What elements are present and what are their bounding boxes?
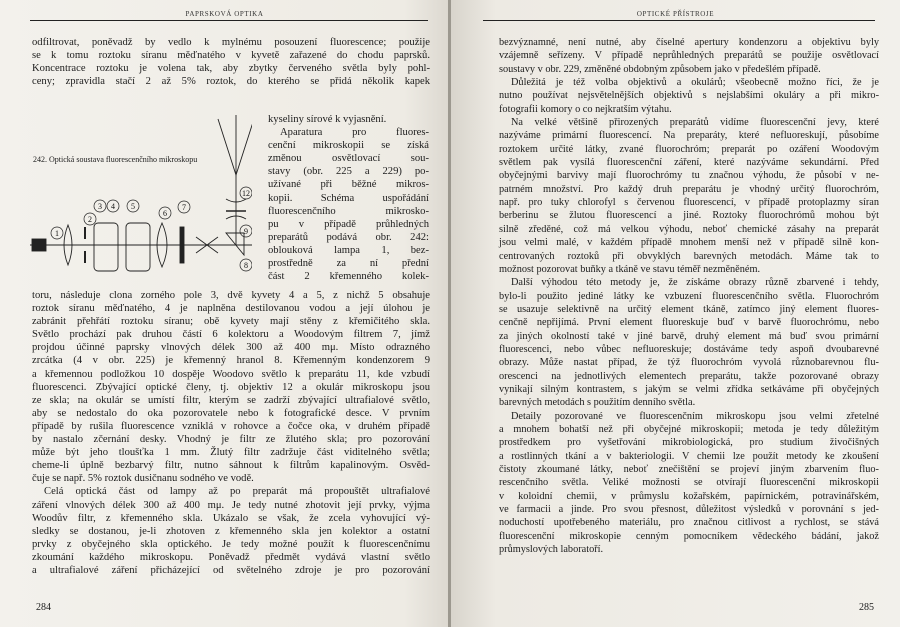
text-line: užívané při běžné mikros-	[268, 179, 429, 191]
text-line: projdou účinné paprsky vlnových délek 300 až 400 mμ. Místo odrazného	[32, 342, 430, 354]
text-line: čuje se např. 5% roztok dusičnanu sodného ve vodě.	[32, 473, 254, 485]
text-line: Detaily pozorované ve fluorescenčním mikroskopu jsou velmi zřetelné	[511, 410, 879, 422]
left-page-number: 284	[36, 602, 51, 613]
text-line: se k tomu roztoku síranu měďnatého v kyvetě zařazené do chodu paprsků.	[32, 50, 430, 62]
light-cone-top	[218, 119, 252, 175]
prism-shape	[226, 233, 244, 255]
text-line: záření vlnových délek 300 až 400 mμ. Je tedy nutné zhotovit její prvky, výjma	[32, 499, 430, 511]
text-line: nazýváme primární fluorescencí. Na preparáty, které nefluoreskují, působíme	[499, 130, 879, 142]
cuvette-5-shape	[126, 223, 150, 271]
svg-text:8: 8	[244, 261, 248, 270]
text-line: ze skla; na okulár se umístí filtr, kterým se zadrží zbývající ultrafialové světlo,	[32, 394, 430, 406]
text-line: a křemennou podložkou 10 dospěje Woodovo světlo k preparátu 11, kde vzbudí	[32, 368, 430, 380]
right-running-head: OPTICKÉ PŘÍSTROJE	[636, 10, 715, 18]
text-line: zabránit přehřátí roztoku síranu; obě kyvety mají stěny z křemičitého skla.	[32, 316, 430, 328]
svg-text:4: 4	[111, 202, 115, 211]
text-line: ceny; zpravidla stačí 2 až 5% roztok, do kterého se přidá několik kapek	[32, 76, 430, 88]
text-line: a ultrafialové záření přicházející od světelného zdroje je pro pozorování	[32, 564, 430, 576]
right-body-text	[499, 36, 879, 556]
text-line: a rostlinných tkání a v bakteriologii. V chemii lze použít metody ke zkoušení	[499, 450, 879, 462]
svg-text:5: 5	[131, 202, 135, 211]
text-line: zrcátka (4 v obr. 225) je křemenný hranol 8. Křemenným kondenzorem 9	[32, 355, 430, 367]
text-line: Na velké většině přirozených preparátů vidíme fluorescenční jevy, které	[511, 117, 879, 129]
text-line: cenční mikroskopii se získá	[268, 140, 429, 152]
text-line: může být jeho tloušťka 1 mm. Žlutý filtr zadržuje část viditelného světla;	[32, 447, 430, 459]
text-line: a mnohem bohatší než při obyčejné mikroskopii; metoda je tedy důležitým	[499, 423, 879, 435]
text-line: ve farmacii a jinde. Pro svou přesnost, důležitost výsledků v porovnání s jed-	[499, 504, 879, 516]
text-line: stavy (obr. 225 a 229) po-	[268, 166, 429, 178]
text-line: obrazy. Může nastat případ, že týž fluorochróm vyvolá různobarevnou flu-	[499, 357, 879, 369]
text-line: orescenci na jednotlivých elementech preparátu, takže pozorované obrazy	[499, 370, 879, 382]
text-line: nutno používat nejsvětelnějších objektivů s nejslabšími okuláry a při mikro-	[499, 90, 879, 102]
svg-text:9: 9	[244, 227, 248, 236]
text-line: Další výhodou této metody je, že získáme obrazy různě zbarvené i tehdy,	[511, 277, 879, 289]
text-line: možnost pozorovat buňky a tkáně ve stavu téměř nezměněném.	[499, 263, 761, 275]
text-line: za jiných okolností také v jiné barvě, druhý element má buď svou primární	[499, 330, 879, 342]
text-line: část 2 křemenného kolek-	[268, 271, 429, 283]
text-line: roztokem určité látky, zvané fluorochróm; preparát po ozáření Woodovým	[499, 143, 879, 155]
left-head-rule	[30, 20, 428, 21]
figure-label-7	[178, 201, 190, 213]
text-line: Koncentrace roztoku je volena tak, aby zbytky červeného světla byly pohl-	[32, 63, 430, 75]
text-line: fluorescenci, nebo vůbec nefluoreskuje; dostáváme tedy aspoň dvoubarevné	[499, 343, 879, 355]
text-line: případě by rušila fluorescence vzniklá v rohovce a čočce oka, v druhém případě	[32, 420, 430, 432]
svg-text:7: 7	[182, 203, 186, 212]
text-line: preparátů podává obr. 242:	[268, 231, 429, 243]
arc-lamp-shape	[32, 239, 46, 251]
text-line: cheme-li úplně bezbarvý filtr, nutno sáhnout k filtrům kapalinovým. Osvěd-	[32, 460, 430, 472]
text-line: toru, následuje clona zorného pole 3, dvě kyvety 4 a 5, z nichž 5 obsahuje	[32, 290, 430, 301]
text-line: Woodův filtr, z křemenného skla. Ukázalo se však, že zcela vyhovující vý-	[32, 512, 430, 524]
left-running-head: PAPRSKOVÁ OPTIKA	[185, 10, 264, 18]
svg-text:6: 6	[163, 209, 167, 218]
figure-label-3	[94, 200, 106, 212]
text-line: jsou velmi malé, v každém případě mnohem menší než v případě silně kon-	[499, 237, 879, 249]
text-line: bylo-li použito jediné látky ke vzbuzení fluorescenčního světla. Fluorochróm	[499, 290, 879, 302]
text-line: Aparatura pro fluores-	[280, 127, 429, 139]
right-page	[451, 0, 900, 627]
text-line: silně zředěné, což má velkou výhodu, neboť chemické zásahy na preparát	[499, 223, 879, 235]
text-line: vynikají silným kontrastem, s jakým se velmi zřídka setkáváme při obyčejných	[499, 383, 879, 395]
text-line: průmyslových laboratoří.	[499, 544, 604, 556]
figure-label-6	[159, 207, 171, 219]
text-line: obyčejnými barvivy mají fluorochrómy tu značnou výhodu, že působí v ne-	[499, 170, 879, 182]
text-line: zkoumání každého mikroskopu. Poněvadž předmět vydává vlastní světlo	[32, 551, 430, 563]
text-line: fluorescenční mikroskopie cenným pomocníkem vědeckého bádání, jakož	[499, 530, 879, 542]
svg-text:1: 1	[55, 229, 59, 238]
text-line: patrném množství. Pro každý druh preparátu je vhodný určitý fluorochróm,	[499, 183, 879, 195]
text-line: v koloidní chemii, v průmyslu kožařském, papírnickém, potravinářském,	[499, 490, 879, 502]
left-body-text	[32, 289, 430, 577]
text-line: Celá optická část od lampy až po preparát má propouštět ultrafialové	[44, 486, 430, 498]
text-line: fluorescenčního mikrosko-	[268, 205, 429, 217]
text-line: pu v případě průhledných	[268, 218, 429, 230]
figure-label-8	[240, 259, 252, 271]
left-top-text	[32, 36, 430, 88]
text-line: oblouková lampa 1, bez-	[268, 244, 429, 256]
figure-label-9	[240, 225, 252, 237]
text-line: fotografii komory o co nejkratším výtahu.	[499, 103, 672, 115]
text-line: berberinu se žlutou fluorescencí a jiné. Roztoky fluorochrómů mohou být	[499, 210, 879, 222]
text-line: Důležitá je též volba objektivů a okulárů; všeobecně možno říci, že je	[511, 77, 879, 89]
text-line: bezvýznamné, není nutné, aby číselné apertury kondenzoru a objektivu byly	[499, 37, 879, 48]
text-line: se usazuje selektivně na určitý element tkáně, zatímco jiný element fluores-	[499, 303, 879, 315]
text-line: vzájemně seřízeny. V případě neprůhledných preparátů se použije osvětlovací	[499, 50, 879, 62]
right-page-number: 285	[859, 602, 874, 613]
svg-text:2: 2	[88, 215, 92, 224]
figure-label-4	[107, 200, 119, 212]
figure-label-12	[240, 187, 252, 199]
right-head-rule	[483, 20, 875, 21]
text-line: kopii. Schéma uspořádání	[268, 192, 429, 204]
text-line: roztok síranu měďnatého, 4 je naplněna destilovanou vodou a její úlohou je	[32, 303, 430, 315]
text-line: sledky se dostanou, je-li zhotoven z křemenného skla jen kolektor a ostatní	[32, 525, 430, 537]
left-wrap-text	[268, 113, 429, 283]
text-line: aby se nedostalo do oka pozorovatele nebo k fotografické desce. V prvním	[32, 407, 430, 419]
text-line: čistoty zkoumané látky, neboť znečištění se projeví jiným zbarvením fluo-	[499, 464, 879, 475]
text-line: světlem pak vysílá fluorescenční záření, které nazýváme sekundární. Před	[499, 157, 879, 169]
text-line: centrovaných roztoků při obvyklých barevných metodách. Máme tak to	[499, 250, 879, 262]
wood-filter-shape	[180, 227, 184, 263]
figure-caption: 242. Optická soustava fluorescenčního mikroskopu	[33, 155, 198, 164]
text-line: kyseliny sírové k vyjasnění.	[268, 114, 387, 125]
text-line: soustavy v obr. 229, změněné obdobným způsobem jako v předešlém případě.	[499, 63, 821, 75]
figure-label-5	[127, 200, 139, 212]
text-line: fluorescenci. Zbývající optické členy, tj. objektiv 12 a okulár mikroskopu jsou	[32, 381, 430, 393]
text-line: by nastalo zčernání desky. Vhodný je filtr ze žlutého skla; pro pozorování	[32, 434, 430, 446]
text-line: cenčně nepřijímá. První element fluoreskuje buď v barvě fluorochrómu, nebo	[499, 317, 879, 329]
text-line: rescenčního světla. Veliké možnosti se otvírají fluorescenční mikroskopii	[499, 477, 879, 489]
left-page	[0, 0, 449, 627]
text-line: barevných metodách s použitím denního světla.	[499, 397, 696, 409]
figure-label-2	[84, 213, 96, 225]
text-line: změnou osvětlovací sou-	[268, 153, 429, 165]
text-line: odfiltrovat, poněvadž by vedlo k mylnému posouzení fluorescence; použije	[32, 37, 430, 48]
text-line: prostředkem pro vyšetřování mikrobiologická, pro studium živočišných	[499, 437, 879, 449]
figure-label-1	[51, 227, 63, 239]
text-line: prvky z obyčejného skla optického. Je tedy možné použít k fluorescenčnímu	[32, 538, 430, 550]
text-line: prostředně za ní přední	[268, 258, 429, 270]
text-line: např. pro tuky chlorofyl s červenou fluorescencí, v případě protoplazmy síran	[499, 197, 879, 209]
text-line: noduchostí upotřebeného materiálu, pro značnou citlivost a rychlost, se stává	[499, 517, 879, 529]
optical-system-figure	[30, 115, 252, 280]
svg-text:3: 3	[98, 202, 102, 211]
svg-text:12: 12	[242, 189, 250, 198]
cuvette-4-shape	[94, 223, 118, 271]
text-line: Světlo prochází pak druhou částí 6 kolektoru a Woodovým filtrem 7, jímž	[32, 329, 430, 341]
